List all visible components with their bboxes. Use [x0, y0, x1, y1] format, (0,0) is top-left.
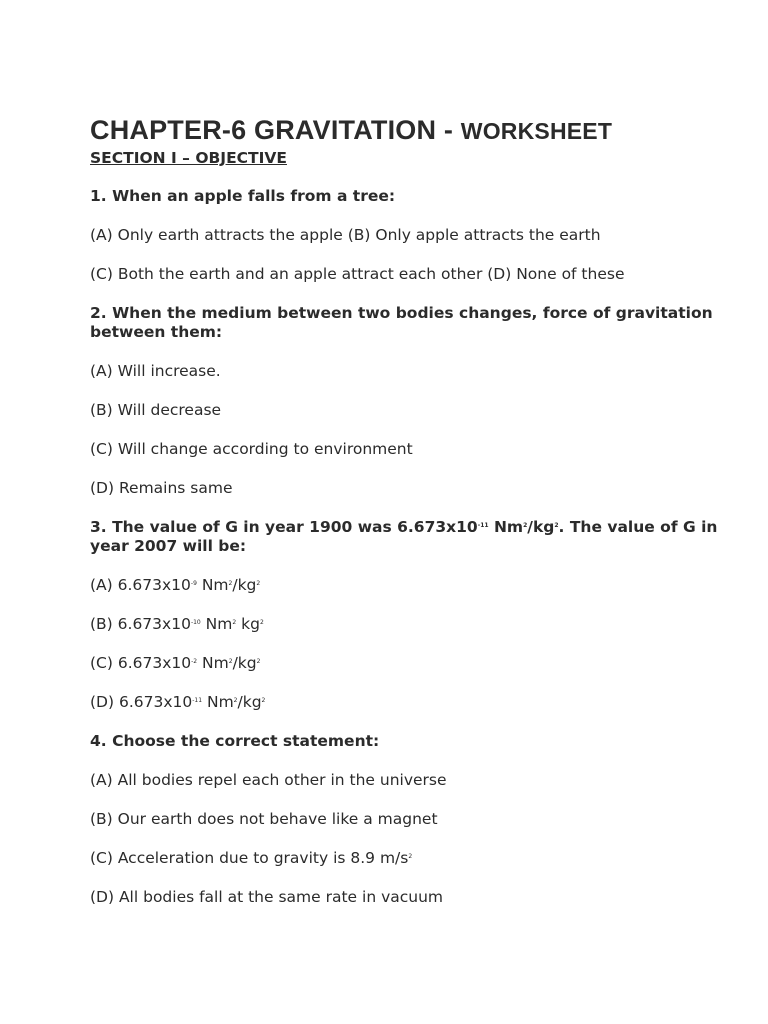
question-1-options-cd: (C) Both the earth and an apple attract each other (D) None of these [90, 265, 625, 283]
q3-exp-1: -11 [477, 521, 489, 529]
q3a-text-1: (A) 6.673x10 [90, 576, 191, 594]
question-3-option-d [90, 693, 730, 713]
q3c-exp-2: 2 [228, 658, 233, 665]
worksheet-page [90, 114, 730, 907]
q3d-exp-1: -11 [192, 697, 203, 704]
question-3-option-c [90, 654, 730, 674]
question-1: 1. When an apple falls from a tree: [90, 187, 396, 205]
q3a-exp-3: 2 [256, 580, 261, 587]
question-1-options-ab: (A) Only earth attracts the apple (B) Only apple attracts the earth [90, 226, 601, 244]
question-3-option-b [90, 615, 730, 635]
question-2: 2. When the medium between two bodies changes, force of gravitation between them: [90, 303, 713, 341]
q3-exp-3: 2 [554, 521, 559, 529]
q3a-exp-1: -9 [190, 580, 197, 587]
question-4-option-d: (D) All bodies fall at the same rate in vacuum [90, 887, 444, 906]
q3b-exp-2: 2 [232, 619, 237, 626]
title-chapter: CHAPTER-6 GRAVITATION - [90, 115, 461, 145]
q3c-text-2: Nm [197, 654, 229, 672]
q3b-text-2: Nm [200, 615, 233, 633]
q3a-text-3: /kg [232, 576, 257, 594]
q3d-exp-3: 2 [261, 697, 266, 704]
q3d-exp-2: 2 [233, 697, 238, 704]
q4c-exp: 2 [408, 852, 413, 860]
q3c-exp-1: -2 [191, 658, 198, 665]
question-2-option-b: (B) Will decrease [90, 401, 222, 419]
q3-text-1: 3. The value of G in year 1900 was 6.673x10 [90, 517, 478, 536]
q3-text-2: Nm [488, 517, 524, 536]
question-4: 4. Choose the correct statement: [90, 731, 380, 750]
q3d-text-2: Nm [202, 693, 234, 711]
title-worksheet: WORKSHEET [460, 118, 613, 144]
q4c-text: (C) Acceleration due to gravity is 8.9 m/s [90, 848, 409, 867]
question-3-option-a [90, 576, 730, 596]
q3b-text-1: (B) 6.673x10 [90, 615, 191, 633]
q3-text-4: . The value of G in year 2007 will be: [90, 517, 718, 555]
q3b-text-3: kg [236, 615, 260, 633]
question-2-option-c: (C) Will change according to environment [90, 440, 413, 458]
q3-text-3: /kg [527, 517, 555, 536]
q3d-text-3: /kg [237, 693, 262, 711]
section-heading: SECTION I – OBJECTIVE [90, 149, 287, 167]
question-3 [90, 518, 730, 557]
question-4-option-c [90, 849, 730, 869]
q3a-exp-2: 2 [228, 580, 233, 587]
q3-exp-2: 2 [523, 521, 528, 529]
page-title [90, 114, 730, 147]
q3c-text-3: /kg [232, 654, 257, 672]
q3c-exp-3: 2 [256, 658, 261, 665]
question-4-option-b: (B) Our earth does not behave like a magnet [90, 809, 438, 828]
q3b-exp-3: 2 [259, 619, 264, 626]
question-4-option-a: (A) All bodies repel each other in the universe [90, 770, 447, 789]
question-2-option-d: (D) Remains same [90, 479, 233, 497]
q3d-text-1: (D) 6.673x10 [90, 693, 193, 711]
q3b-exp-1: -10 [190, 619, 201, 626]
question-2-option-a: (A) Will increase. [90, 362, 221, 380]
q3a-text-2: Nm [196, 576, 229, 594]
q3c-text-1: (C) 6.673x10 [90, 654, 192, 672]
